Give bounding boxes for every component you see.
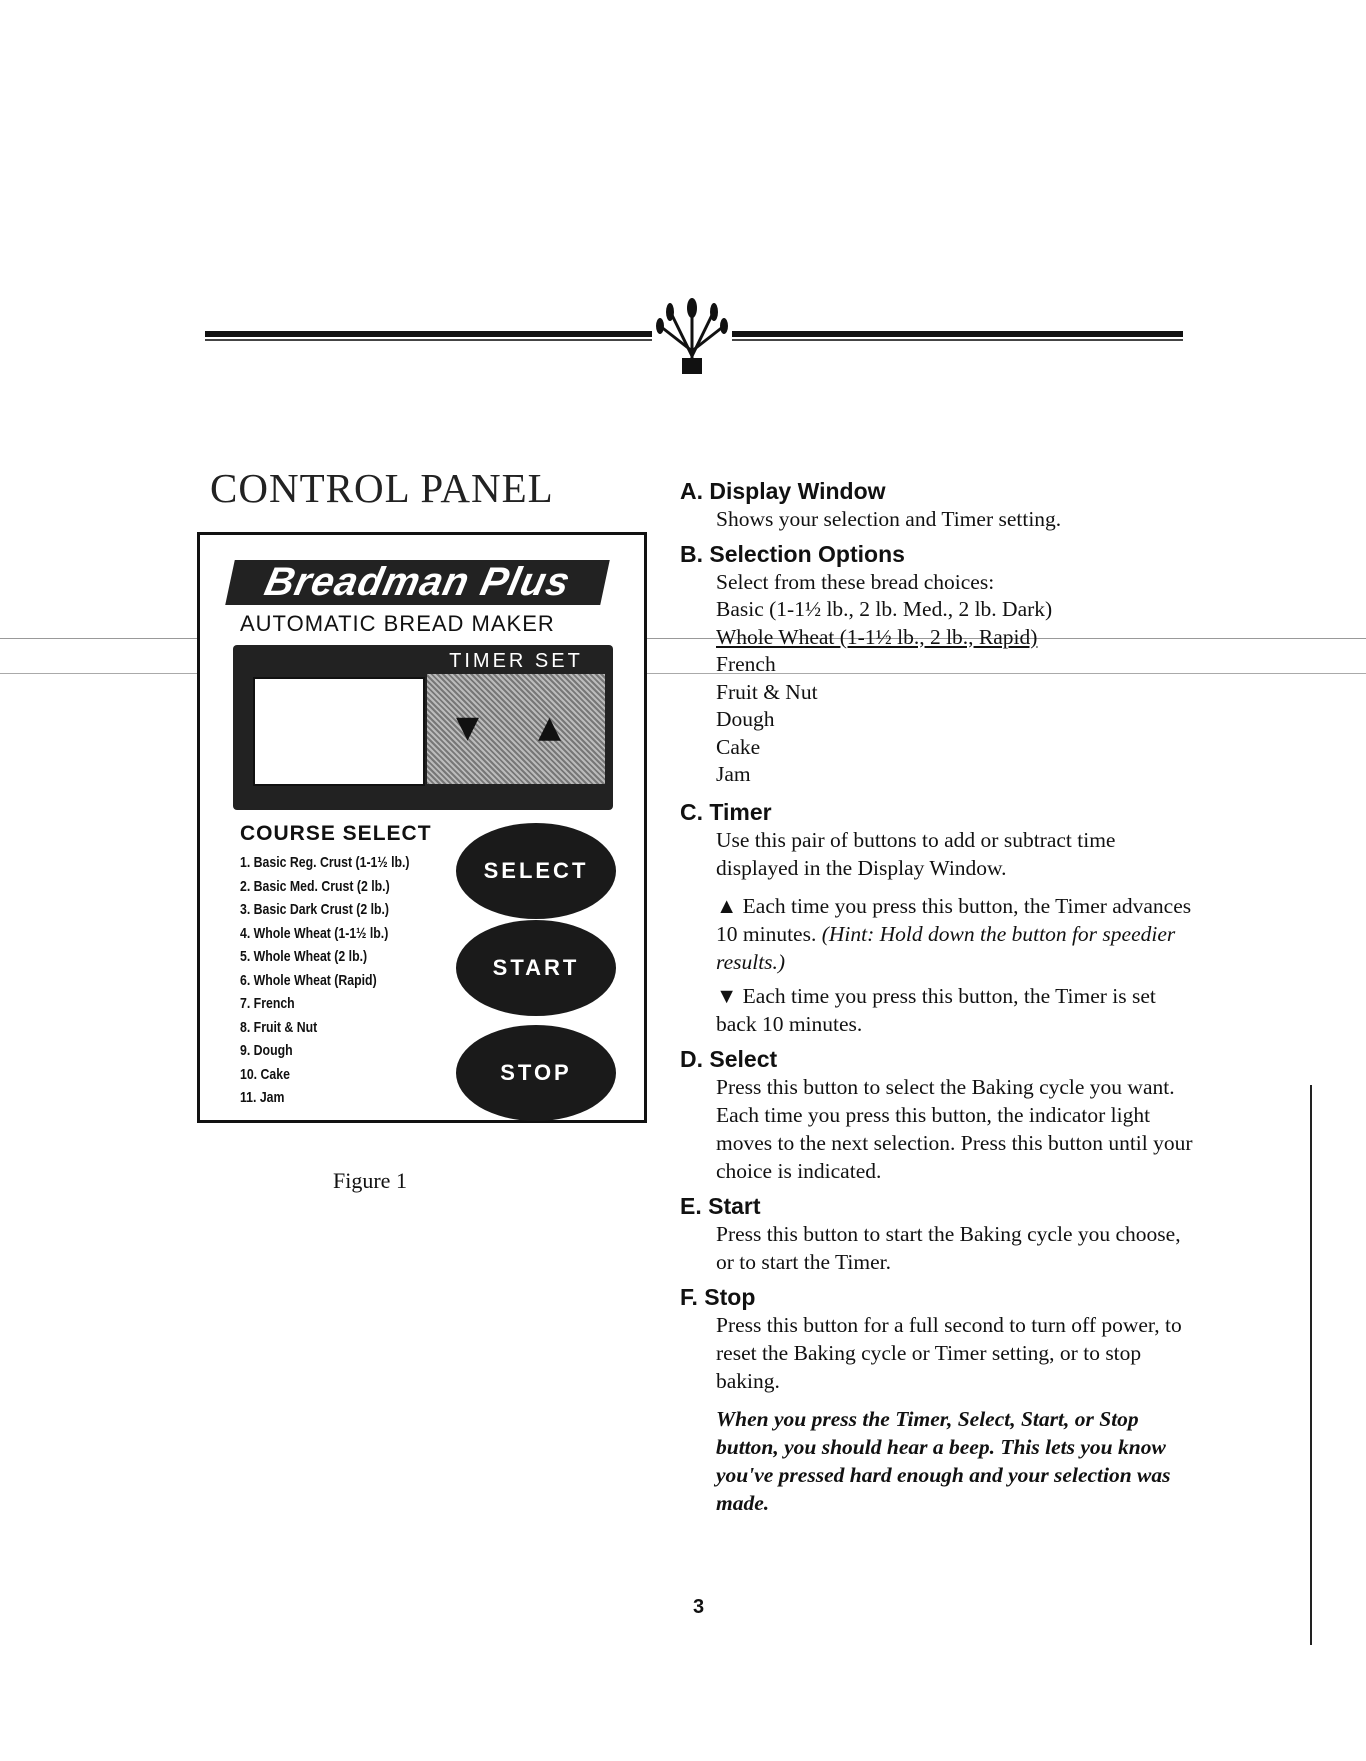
course-item: 7. French (240, 995, 295, 1012)
section-text-d: Press this button to select the Baking cycle you want. Each time you press this button, the indicator light moves to the next selection. Press this button until your choice is indicated. (716, 1074, 1193, 1183)
course-item: 1. Basic Reg. Crust (1-1½ lb.) (240, 854, 410, 871)
section-heading-d: D. Select (680, 1045, 778, 1072)
bread-option: Jam (716, 762, 751, 786)
section-heading-b: B. Selection Options (680, 541, 905, 567)
instructions-column (680, 478, 1200, 1517)
bread-option: Cake (716, 734, 761, 759)
course-item: 9. Dough (240, 1042, 293, 1059)
timer-button-panel (427, 674, 605, 784)
timer-set-label: TIMER SET (449, 650, 583, 672)
bread-option: Basic (1-1½ lb., 2 lb. Med., 2 lb. Dark) (716, 597, 1053, 621)
course-item: 2. Basic Med. Crust (2 lb.) (240, 877, 390, 895)
timer-hint: (Hint: Hold down the button for speedier results.) (716, 921, 1176, 974)
bread-option: French (716, 652, 776, 676)
section-text-a: Shows your selection and Timer setting. (716, 507, 1062, 531)
page-number: 3 (693, 1596, 705, 1618)
display-window (253, 677, 425, 786)
course-item: 11. Jam (240, 1089, 285, 1106)
brand-logo: Breadman Plus (225, 560, 610, 605)
course-list (240, 851, 447, 1110)
page-title: CONTROL PANEL (210, 465, 554, 511)
section-text-b: Select from these bread choices: (716, 570, 995, 594)
bread-option: Dough (716, 707, 775, 731)
select-button[interactable]: SELECT (456, 823, 616, 919)
brand-subtitle: AUTOMATIC BREAD MAKER (240, 611, 555, 636)
section-text-e: Press this button to start the Baking cycle you choose, or to start the Timer. (716, 1221, 1181, 1274)
course-item: 3. Basic Dark Crust (2 lb.) (240, 901, 390, 918)
timer-up-text: ▲ Each time you press this button, the Timer advances 10 minutes. (716, 893, 1192, 946)
section-text-f: Press this button for a full second to turn off power, to reset the Baking cycle or Timer setting, or to stop baking. (716, 1312, 1182, 1393)
wheat-ornament-icon (652, 296, 732, 374)
section-heading-e: E. Start (680, 1192, 761, 1219)
start-button[interactable]: START (456, 920, 616, 1016)
figure-caption: Figure 1 (333, 1168, 407, 1193)
course-item: 6. Whole Wheat (Rapid) (240, 971, 377, 989)
course-item: 8. Fruit & Nut (240, 1018, 318, 1036)
bread-option: Whole Wheat (1-1½ lb., 2 lb., Rapid) (716, 624, 1038, 649)
timer-down-description: ▼ Each time you press this button, the Timer is set back 10 minutes. (716, 983, 1156, 1036)
bread-option: Fruit & Nut (716, 679, 818, 704)
timer-up-description (716, 892, 1200, 976)
section-heading-c: C. Timer (680, 798, 772, 825)
timer-down-button[interactable]: ▼ (456, 710, 480, 745)
course-item: 4. Whole Wheat (1-1½ lb.) (240, 924, 389, 942)
section-heading-a: A. Display Window (680, 478, 886, 504)
timer-up-button[interactable]: ▲ (538, 710, 562, 745)
section-heading-f: F. Stop (680, 1283, 756, 1310)
course-select-title: COURSE SELECT (240, 822, 432, 845)
course-item: 5. Whole Wheat (2 lb.) (240, 948, 368, 965)
margin-line (1310, 1085, 1312, 1645)
course-item: 10. Cake (240, 1065, 290, 1083)
stop-button[interactable]: STOP (456, 1025, 616, 1121)
beep-note: When you press the Timer, Select, Start, or Stop button, you should hear a beep. This lets you know you've pressed hard enough and your selection was made. (716, 1406, 1171, 1515)
section-text-c: Use this pair of buttons to add or subtract time displayed in the Display Window. (716, 827, 1116, 880)
